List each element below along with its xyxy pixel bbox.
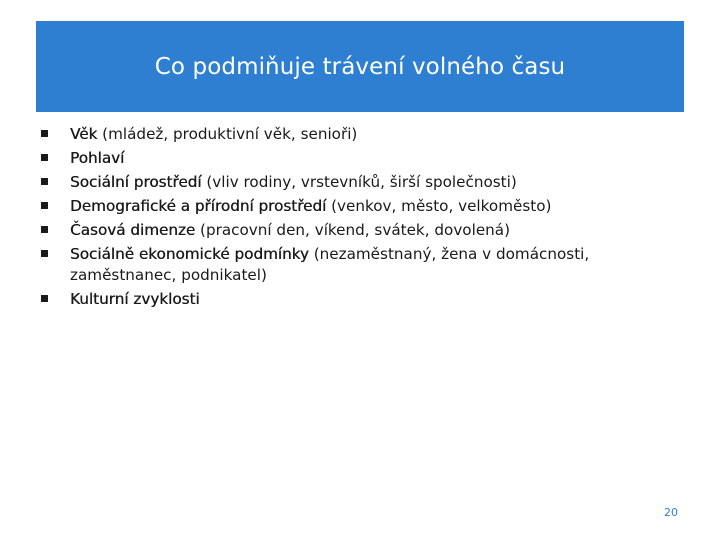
bullet-detail: (pracovní den, víkend, svátek, dovolená) <box>195 221 511 240</box>
page-number: 20 <box>664 506 678 519</box>
square-bullet-icon <box>41 154 48 161</box>
bullet-item-social-environment <box>40 172 680 193</box>
bullet-term: Kulturní zvyklosti <box>70 290 200 309</box>
bullet-detail: (mládež, produktivní věk, senioři) <box>97 125 358 143</box>
bullet-item-gender <box>40 148 680 169</box>
bullet-detail: (venkov, město, velkoměsto) <box>326 197 552 216</box>
square-bullet-icon <box>41 226 48 233</box>
bullet-term: Sociální prostředí <box>70 173 202 192</box>
square-bullet-icon <box>41 202 48 209</box>
bullet-item-cultural-habits <box>40 289 680 310</box>
bullet-detail: (nezaměstnaný, žena v domácnosti, zaměstnanec, podnikatel) <box>70 245 590 284</box>
bullet-detail: (vliv rodiny, vrstevníků, širší společnosti) <box>201 173 517 192</box>
bullet-term: Časová dimenze <box>70 221 196 240</box>
bullet-item-demographic-environment <box>40 196 680 217</box>
bullet-term: Demografické a přírodní prostředí <box>70 197 327 216</box>
bullet-item-socioeconomic <box>40 244 680 285</box>
bullet-term: Sociálně ekonomické podmínky <box>70 245 309 264</box>
square-bullet-icon <box>41 130 48 137</box>
square-bullet-icon <box>41 178 48 185</box>
bullet-term: Pohlaví <box>70 149 125 168</box>
bullet-item-age <box>40 124 680 145</box>
slide-title: Co podmiňuje trávení volného času <box>154 53 566 80</box>
bullet-term: Věk <box>70 125 98 143</box>
square-bullet-icon <box>41 295 48 302</box>
title-bar <box>36 21 684 112</box>
bullet-item-time-dimension <box>40 220 680 241</box>
bullet-list <box>40 124 680 313</box>
square-bullet-icon <box>41 250 48 257</box>
